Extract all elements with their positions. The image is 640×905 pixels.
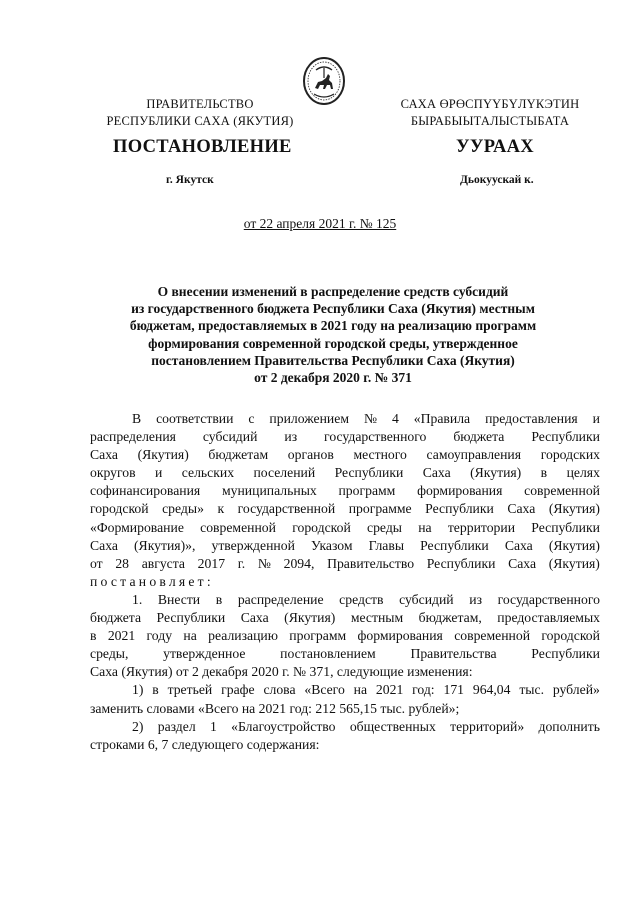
body-word: в [215,591,223,607]
document-title [98,283,568,386]
body-word: «Формирование [90,519,184,535]
body-word: бюджета [453,429,505,445]
title-line: из государственного бюджета Республики Саха (Якутия) местным [131,301,535,317]
body-word: в [90,628,97,644]
body-word: 1 [209,718,217,734]
body-word: утвержденное [163,646,246,662]
body-word: программе [348,501,412,517]
body-word: дополнить [538,718,600,734]
body-word: Внести [157,591,201,607]
body-word: предоставления [485,411,578,426]
body-word: постановлением [280,646,376,662]
doctype-sakha: УУРААХ [456,137,534,157]
body-word: Республики [531,646,600,662]
body-word: «Всего [304,682,345,698]
body-word: местного [353,447,407,463]
body-word: современной [524,483,600,499]
body-word: предоставляемых [497,610,600,626]
body-line: заменить словами «Всего на 2021 год: 212 565,15 тыс. рублей»; [90,700,460,716]
government-name-sakha [380,96,600,130]
body-word: бюджетам, [418,610,482,626]
body-line [90,537,600,555]
body-word: 2021 [375,682,404,698]
body-word: Республики [531,429,600,445]
body-word: Саха [90,447,118,463]
body-word: г. [237,555,246,571]
body-word: Правительство [327,555,415,571]
body-word: современной [454,628,531,644]
body-word: Республики [420,537,489,553]
body-word: (Якутия) [548,537,600,553]
body-word: и [592,411,600,426]
body-word: на [353,682,368,698]
government-name-ru [100,96,300,130]
body-line-text: постановляет: [90,573,214,589]
body-line [90,681,600,699]
document-body [90,410,600,754]
body-word: год: [412,682,435,698]
title-line: бюджетам, предоставляемых в 2021 году на реализацию программ [129,318,537,334]
body-word: городской [541,628,600,644]
body-word: из [284,429,298,445]
body-word: местным [350,610,404,626]
body-word: общественных [349,718,436,734]
body-word: Республики [334,465,404,481]
body-word: «Правила [413,411,471,426]
body-word: и [155,465,163,481]
body-word: округов [90,465,136,481]
body-word: средств [339,591,384,607]
body-word: среды [367,519,402,535]
body-line [90,464,600,482]
body-word: Саха [504,537,533,553]
body-word: с [248,411,255,426]
government-name-sakha-line1: САХА ӨРӨСПҮҮБҮЛҮКЭТИН [400,97,580,111]
body-word: городской [90,501,149,517]
body-word: 964,04 [472,682,511,698]
government-name-ru-line2: РЕСПУБЛИКИ САХА (ЯКУТИЯ) [106,114,294,128]
body-word: к [217,501,225,517]
body-line [90,718,600,736]
body-word: августа [141,555,185,571]
body-word: формирования [357,628,443,644]
body-line [90,609,600,627]
body-word: городских [540,447,600,463]
doctype-ru: ПОСТАНОВЛЕНИЕ [113,137,292,157]
date-and-number [0,216,640,232]
body-word: на [183,628,197,644]
title-line: постановлением Правительства Республики Саха (Якутия) [151,352,515,368]
body-word: (Якутия) [284,610,336,626]
title-line: О внесении изменений в распределение средств субсидий [157,284,509,299]
body-line [90,645,600,663]
body-line: строками 6, 7 следующего содержания: [90,736,320,752]
body-word: государственного [497,591,600,607]
body-word: самоуправления [426,447,522,463]
body-word: программ [338,483,396,499]
body-word: 28 [115,555,130,571]
body-word: распределения [90,429,176,445]
body-word: (Якутия) [470,465,522,481]
body-line: Саха (Якутия) от 2 декабря 2020 г. № 371, следующие изменения: [90,664,473,680]
body-word: (Якутия) [548,555,600,571]
body-word: третьей [167,682,213,698]
body-word: «Благоустройство [231,718,336,734]
body-word: соответствии [156,411,234,426]
body-word: приложением [269,411,349,426]
body-word: Правительства [410,646,497,662]
government-name-ru-line1: ПРАВИТЕЛЬСТВО [146,97,254,111]
city-ru: г. Якутск [166,174,214,186]
date-and-number-text: от 22 апреля 2021 г. № 125 [243,216,397,231]
body-word: В [132,411,142,426]
body-word: Республики [425,501,494,517]
body-word: программ [289,628,347,644]
body-word: слова [263,682,296,698]
body-word: на [418,519,432,535]
body-word: государственного [324,429,427,445]
body-word: муниципальных [221,483,317,499]
body-word: 4 [391,411,399,426]
body-word: 2094, [283,555,315,571]
body-word: (Якутия) [137,447,189,463]
body-line [90,500,600,518]
body-word: территории [447,519,516,535]
body-word: субсидий [202,429,258,445]
body-word: современной [200,519,276,535]
body-word: бюджетам [208,447,269,463]
body-word: бюджета [90,610,142,626]
body-word: Саха [508,555,537,571]
body-line [90,410,600,428]
city-sakha: Дьокуускай к. [460,174,534,186]
body-word: из [469,591,482,607]
body-word: (Якутия) [548,501,600,517]
body-word: поселений [253,465,316,481]
body-word: распределение [237,591,324,607]
body-word: 1. [132,591,143,607]
body-word: реализацию [208,628,278,644]
body-word: органов [287,447,334,463]
body-line [90,591,600,609]
body-word: субсидий [399,591,454,607]
title-line: формирования современной городской среды, утвержденное [148,335,518,351]
body-line [90,555,600,573]
body-line [90,519,600,537]
body-word: Саха [240,610,269,626]
body-word: государственной [237,501,336,517]
body-word: среды, [90,646,129,662]
body-word: Указом [310,537,353,553]
body-line [90,627,600,645]
body-line [90,482,600,500]
body-word: территорий» [450,718,525,734]
body-word: софинансирования [90,483,201,499]
body-word: раздел [157,718,196,734]
body-word: (Якутия)», [134,537,196,553]
body-word: году [146,628,173,644]
body-word: сельских [181,465,235,481]
body-word: графе [221,682,255,698]
body-word: Республики [531,519,600,535]
body-word: 171 [443,682,464,698]
body-word: в [152,682,159,698]
body-line [90,573,600,591]
body-word: Главы [368,537,405,553]
body-word: 2017 [197,555,226,571]
coat-of-arms-emblem [302,56,346,106]
body-word: от [90,555,103,571]
body-word: Саха [422,465,451,481]
body-word: утвержденной [211,537,295,553]
body-word: Саха [90,537,118,553]
body-word: 1) [132,682,144,698]
body-word: целях [566,465,600,481]
body-word: № [363,411,378,426]
body-line [90,446,600,464]
body-word: в [540,465,548,481]
body-word: рублей» [552,682,600,698]
government-name-sakha-line2: БЫРАБЫЫТАЛЫСТЫБАТА [410,114,570,128]
body-word: Республики [426,555,496,571]
body-word: формирования [417,483,503,499]
body-word: 2021 [107,628,136,644]
body-word: № [257,555,271,571]
body-line [90,428,600,446]
body-word: среды» [162,501,204,517]
body-word: Республики [156,610,226,626]
body-word: 2) [132,718,144,734]
title-line: от 2 декабря 2020 г. № 371 [254,370,412,386]
body-word: Саха [507,501,536,517]
body-word: тыс. [519,682,545,698]
body-word: городской [292,519,351,535]
